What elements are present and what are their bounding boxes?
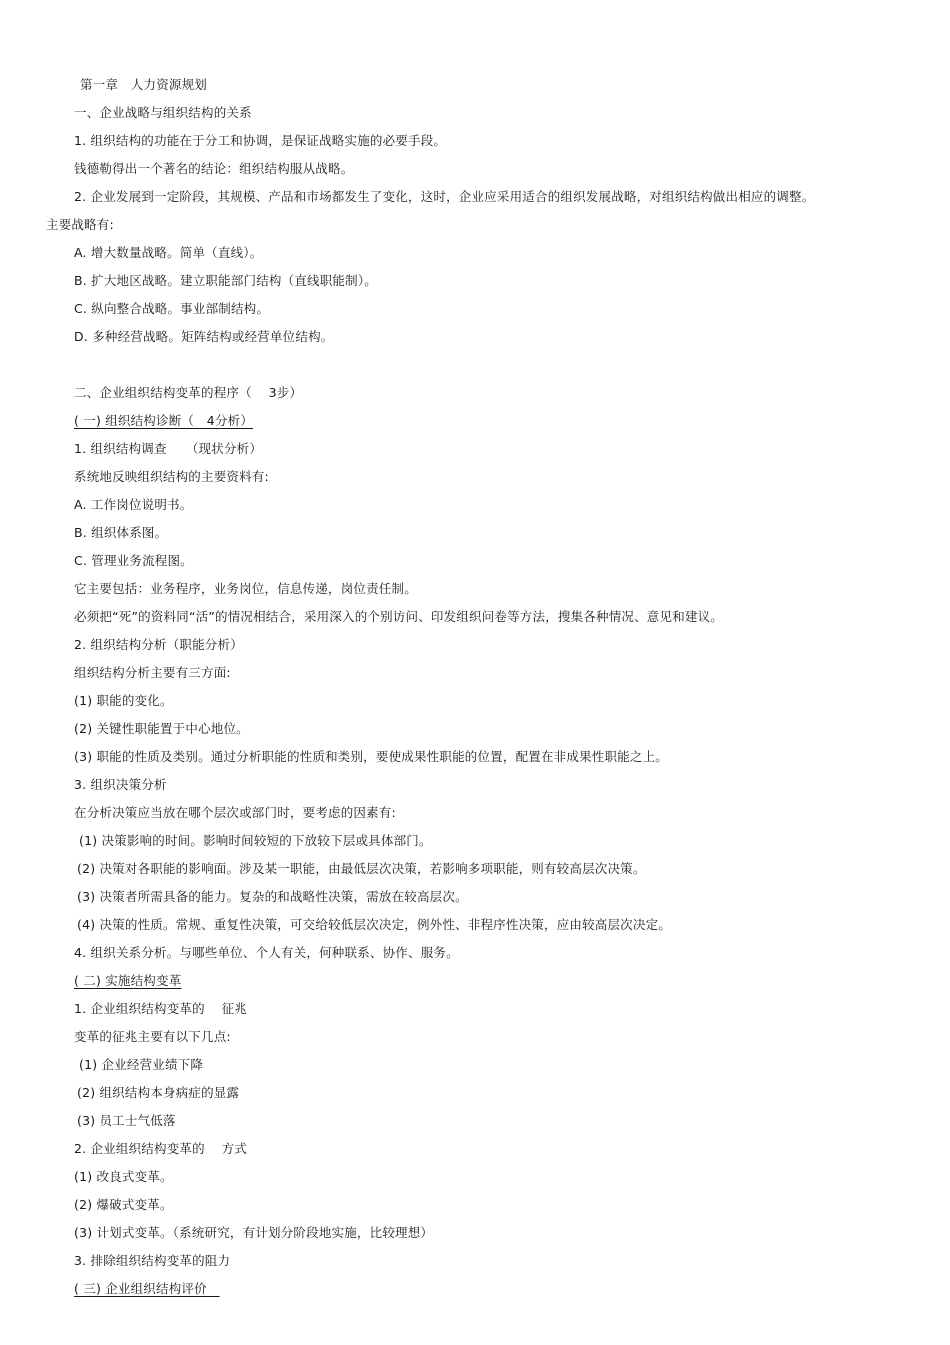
list-item: A. 工作岗位说明书。 xyxy=(74,497,193,512)
paragraph: 主要战略有: xyxy=(46,217,114,232)
paragraph: 变革的征兆主要有以下几点: xyxy=(74,1029,231,1044)
list-item: (1) 改良式变革。 xyxy=(74,1169,173,1184)
list-item: C. 纵向整合战略。事业部制结构。 xyxy=(74,301,270,316)
list-item: (3) 决策者所需具备的能力。复杂的和战略性决策，需放在较高层次。 xyxy=(77,889,468,904)
paragraph: 2. 组织结构分析（职能分析） xyxy=(74,637,243,652)
paragraph: 3. 排除组织结构变革的阻力 xyxy=(74,1253,231,1268)
paragraph: 2. 企业组织结构变革的 方式 xyxy=(74,1141,248,1156)
chapter-title: 第一章 人力资源规划 xyxy=(80,77,208,92)
section-heading-2: 二、企业组织结构变革的程序（ 3步） xyxy=(74,385,303,400)
paragraph: 它主要包括：业务程序，业务岗位，信息传递，岗位责任制。 xyxy=(74,581,417,596)
list-item: (1) 决策影响的时间。影响时间较短的下放较下层或具体部门。 xyxy=(79,833,432,848)
paragraph: 在分析决策应当放在哪个层次或部门时，要考虑的因素有: xyxy=(74,805,396,820)
paragraph: 必须把“死”的资料同“活”的情况相结合，采用深入的个别访问、印发组织问卷等方法，搜集各种情况、意见和建议。 xyxy=(74,609,724,624)
paragraph: 组织结构分析主要有三方面: xyxy=(74,665,231,680)
subsection-heading: ( 二) 实施结构变革 xyxy=(74,973,182,988)
paragraph: 1. 组织结构的功能在于分工和协调，是保证战略实施的必要手段。 xyxy=(74,133,447,148)
list-item: (2) 爆破式变革。 xyxy=(74,1197,173,1212)
subsection-heading: ( 一) 组织结构诊断（ 4分析） xyxy=(74,413,254,428)
section-heading-1: 一、企业战略与组织结构的关系 xyxy=(74,105,252,120)
paragraph: 钱德勒得出一个著名的结论：组织结构服从战略。 xyxy=(74,161,354,176)
paragraph: 1. 组织结构调查 （现状分析） xyxy=(74,441,263,456)
list-item: (2) 组织结构本身病症的显露 xyxy=(77,1085,240,1100)
paragraph: 4. 组织关系分析。与哪些单位、个人有关，何种联系、协作、服务。 xyxy=(74,945,459,960)
list-item: (3) 职能的性质及类别。通过分析职能的性质和类别，要使成果性职能的位置，配置在非成果性职能之上。 xyxy=(74,749,668,764)
subsection-heading: ( 三) 企业组织结构评价 xyxy=(74,1281,220,1296)
list-item: (3) 计划式变革。（系统研究，有计划分阶段地实施，比较理想） xyxy=(74,1225,434,1240)
list-item: D. 多种经营战略。矩阵结构或经营单位结构。 xyxy=(74,329,334,344)
list-item: A. 增大数量战略。简单（直线）。 xyxy=(74,245,263,260)
list-item: (1) 职能的变化。 xyxy=(74,693,173,708)
list-item: (3) 员工士气低落 xyxy=(77,1113,176,1128)
paragraph: 系统地反映组织结构的主要资料有: xyxy=(74,469,269,484)
list-item: C. 管理业务流程图。 xyxy=(74,553,193,568)
list-item: (2) 关键性职能置于中心地位。 xyxy=(74,721,249,736)
list-item: B. 扩大地区战略。建立职能部门结构（直线职能制）。 xyxy=(74,273,377,288)
list-item: B. 组织体系图。 xyxy=(74,525,168,540)
paragraph: 2. 企业发展到一定阶段，其规模、产品和市场都发生了变化，这时，企业应采用适合的组织发展战略，对组织结构做出相应的调整。 xyxy=(74,189,815,204)
list-item: (2) 决策对各职能的影响面。涉及某一职能，由最低层次决策，若影响多项职能，则有较高层次决策。 xyxy=(77,861,646,876)
paragraph: 3. 组织决策分析 xyxy=(74,777,167,792)
paragraph: 1. 企业组织结构变革的 征兆 xyxy=(74,1001,248,1016)
list-item: (1) 企业经营业绩下降 xyxy=(79,1057,204,1072)
list-item: (4) 决策的性质。常规、重复性决策，可交给较低层次决定，例外性、非程序性决策，应由较高层次决定。 xyxy=(77,917,671,932)
